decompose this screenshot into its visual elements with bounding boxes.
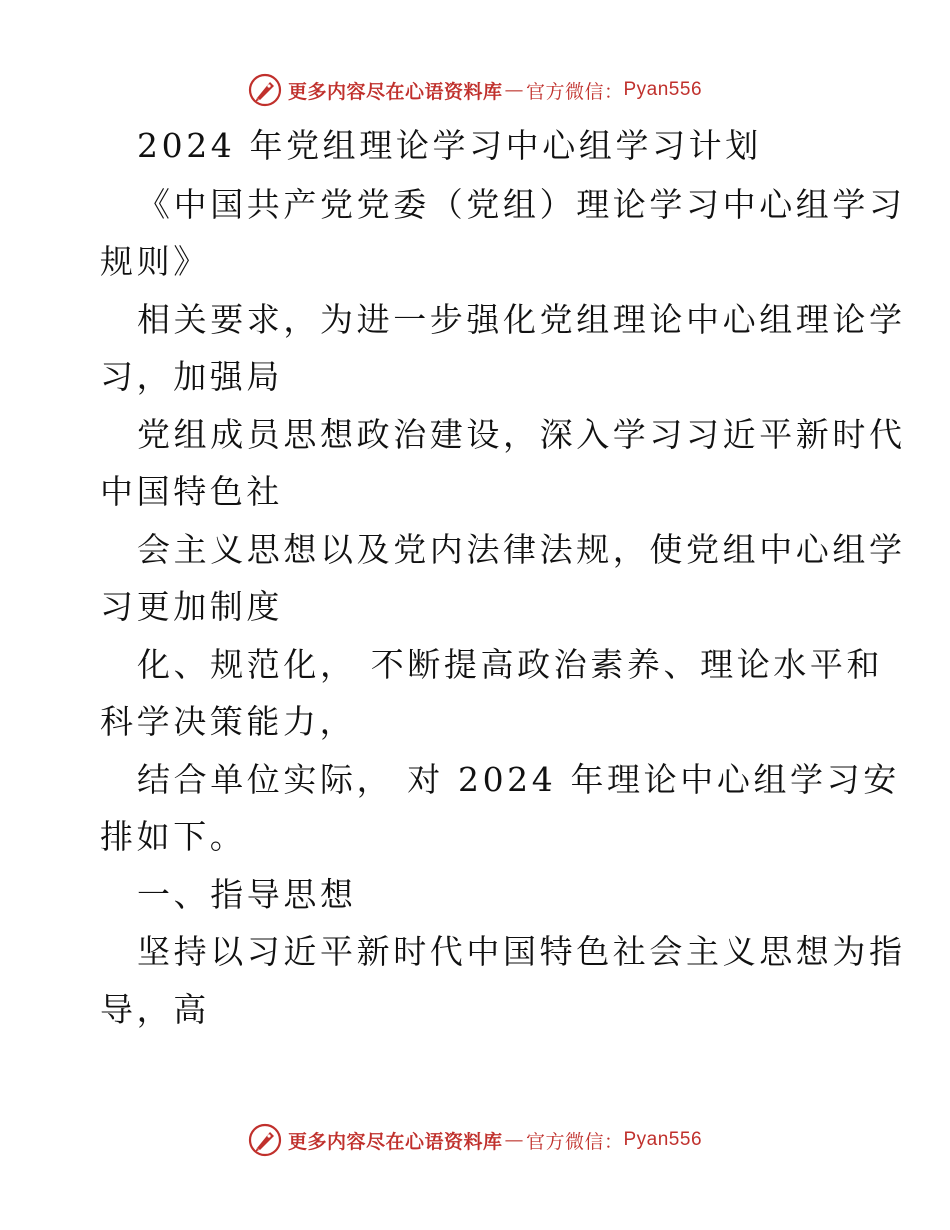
watermark-main-text: 更多内容尽在心语资料库 [287,80,503,103]
paragraph-line: 《中国共产党党委（党组）理论学习中心组学习 [137,185,906,224]
watermark-handle: Pyan556 [623,1129,703,1150]
watermark-main-text: 更多内容尽在心语资料库 [287,1130,503,1153]
pen-nib-logo-icon [248,73,282,107]
paragraph-line: 坚持以习近平新时代中国特色社会主义思想为指 [137,932,906,971]
paragraph-line: 化、规范化， 不断提高政治素养、理论水平和 [137,645,884,684]
paragraph-line: 会主义思想以及党内法律法规，使党组中心组学 [137,530,906,569]
watermark-dash: — [504,1129,524,1151]
section-heading: 一、指导思想 [137,875,357,914]
paragraph-line: 导，高 [100,990,210,1029]
paragraph-line: 结合单位实际， 对 2024 年理论中心组学习安 [137,760,900,799]
paragraph-line: 习更加制度 [100,587,283,626]
paragraph-line: 习，加强局 [100,357,283,396]
paragraph-line: 排如下。 [100,817,247,856]
paragraph-line: 相关要求，为进一步强化党组理论中心组理论学 [137,300,906,339]
watermark-sub-text: 官方微信： [525,1130,624,1153]
footer-watermark [0,1120,950,1160]
paragraph-line: 党组成员思想政治建设，深入学习习近平新时代 [137,415,906,454]
paragraph-line: 规则》 [100,242,210,281]
document-title: 2024 年党组理论学习中心组学习计划 [137,126,762,165]
header-watermark [0,70,950,110]
pen-nib-logo-icon [248,1123,282,1157]
watermark-sub-text: 官方微信： [525,80,624,103]
paragraph-line: 中国特色社 [100,472,283,511]
watermark-dash: — [504,79,524,101]
paragraph-line: 科学决策能力， [100,702,357,741]
watermark-handle: Pyan556 [623,79,703,100]
